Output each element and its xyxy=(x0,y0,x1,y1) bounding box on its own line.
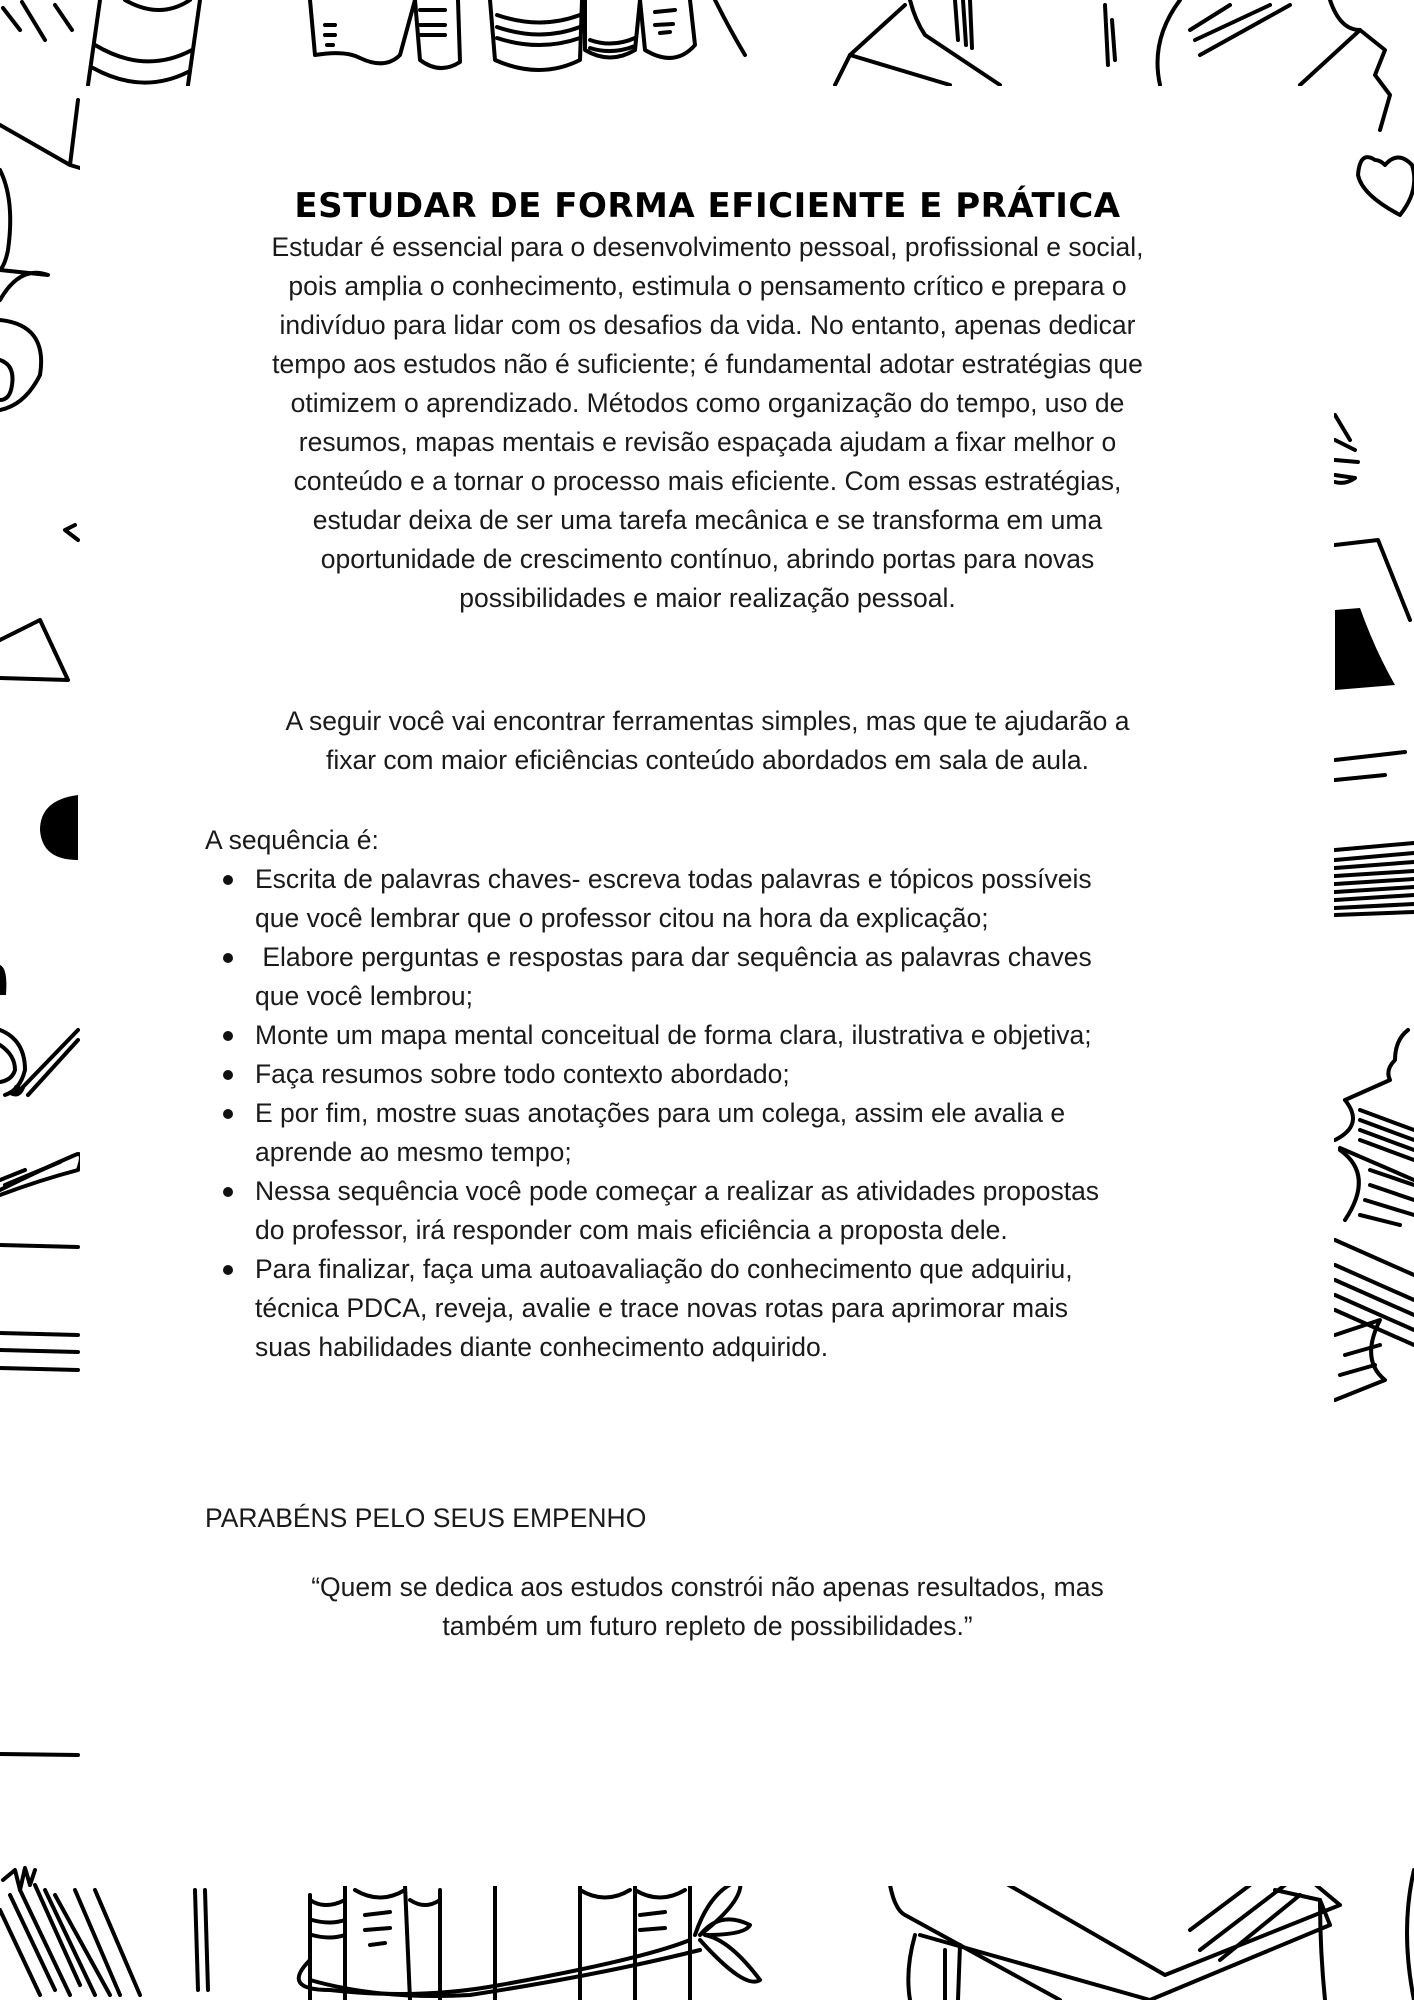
intro-line: estudar deixa de ser uma tarefa mecânica e se transforma em uma xyxy=(312,505,1103,535)
magnifier-icon xyxy=(0,1030,78,1096)
bullet-icon xyxy=(223,875,233,885)
step-line: técnica PDCA, reveja, avalie e trace novas rotas para aprimorar mais xyxy=(255,1293,1069,1323)
list-item xyxy=(255,1094,1210,1172)
followup-line: A seguir você vai encontrar ferramentas simples, mas que te ajudarão a xyxy=(285,706,1130,736)
step-line: Escrita de palavras chaves- escreva todas palavras e tópicos possíveis xyxy=(255,864,1092,894)
open-book-icon xyxy=(1335,415,1414,915)
step-line: Para finalizar, faça uma autoavaliação do conhecimento que adquiriu, xyxy=(255,1254,1073,1284)
step-line: Elabore perguntas e respostas para dar sequência as palavras chaves xyxy=(255,942,1092,972)
pencil-icon xyxy=(0,100,80,270)
intro-line: oportunidade de crescimento contínuo, abrindo portas para novas xyxy=(320,544,1095,574)
document-content xyxy=(205,186,1210,1646)
triangle-icon xyxy=(0,270,78,995)
step-line: aprende ao mesmo tempo; xyxy=(255,1137,572,1167)
step-line: Nessa sequência você pode começar a realizar as atividades propostas xyxy=(255,1176,1100,1206)
list-item xyxy=(255,860,1210,938)
open-book-icon xyxy=(890,1880,1340,2000)
followup-paragraph xyxy=(205,702,1210,780)
step-line: Monte um mapa mental conceitual de forma clara, ilustrativa e objetiva; xyxy=(255,1020,1092,1050)
followup-line: fixar com maior eficiências conteúdo abordados em sala de aula. xyxy=(325,745,1090,775)
intro-line: tempo aos estudos não é suficiente; é fundamental adotar estratégias que xyxy=(272,349,1143,379)
step-line: suas habilidades diante conhecimento adquirido. xyxy=(255,1332,829,1362)
intro-paragraph xyxy=(205,228,1210,618)
books-row-icon xyxy=(310,0,745,70)
list-item xyxy=(255,1250,1210,1367)
step-line: E por fim, mostre suas anotações para um colega, assim ele avalia e xyxy=(255,1098,1066,1128)
intro-line: possibilidades e maior realização pessoal. xyxy=(459,583,956,613)
book-stack-icon xyxy=(1335,1030,1414,1400)
intro-line: pois amplia o conhecimento, estimula o pensamento crítico e prepara o xyxy=(288,271,1127,301)
bullet-icon xyxy=(223,1109,233,1119)
open-book-icon xyxy=(0,1868,208,1995)
step-line: Faça resumos sobre todo contexto abordado; xyxy=(255,1059,790,1089)
tied-books-icon xyxy=(299,1880,760,2000)
list-item xyxy=(255,1016,1210,1055)
bullet-icon xyxy=(223,1265,233,1275)
paperclip-icon xyxy=(0,1154,81,1195)
intro-line: resumos, mapas mentais e revisão espaçada ajudam a fixar melhor o xyxy=(298,427,1117,457)
list-item xyxy=(255,1172,1210,1250)
intro-line: Estudar é essencial para o desenvolvimento pessoal, profissional e social, xyxy=(271,232,1144,262)
intro-line: otimizem o aprendizado. Métodos como organização do tempo, uso de xyxy=(290,388,1125,418)
list-item xyxy=(255,938,1210,1016)
congrats-text: PARABÉNS PELO SEUS EMPENHO xyxy=(205,1503,647,1533)
step-line: que você lembrou; xyxy=(255,981,474,1011)
closing-quote xyxy=(205,1568,1210,1646)
book-stack-icon xyxy=(1407,1870,1414,2000)
step-line: do professor, irá responder com mais eficiência a proposta dele. xyxy=(255,1215,1008,1245)
heart-icon xyxy=(1358,157,1414,215)
sequence-label: A sequência é: xyxy=(205,825,379,855)
page-title: ESTUDAR DE FORMA EFICIENTE E PRÁTICA xyxy=(294,186,1121,226)
step-line: que você lembrar que o professor citou na hora da explicação; xyxy=(255,903,989,933)
bullet-icon xyxy=(223,1070,233,1080)
ruler-lines-icon xyxy=(0,1245,78,1755)
quote-line: também um futuro repleto de possibilidades.” xyxy=(442,1611,973,1641)
bullet-icon xyxy=(223,953,233,963)
book-stack-icon xyxy=(3,0,200,85)
steps-list xyxy=(205,860,1210,1367)
list-item xyxy=(255,1055,1210,1094)
intro-line: conteúdo e a tornar o processo mais eficiente. Com essas estratégias, xyxy=(293,466,1122,496)
intro-line: indivíduo para lidar com os desafios da vida. No entanto, apenas dedicar xyxy=(279,310,1136,340)
bullet-icon xyxy=(223,1187,233,1197)
quote-line: “Quem se dedica aos estudos constrói não apenas resultados, mas xyxy=(311,1572,1104,1602)
bullet-icon xyxy=(223,1031,233,1041)
